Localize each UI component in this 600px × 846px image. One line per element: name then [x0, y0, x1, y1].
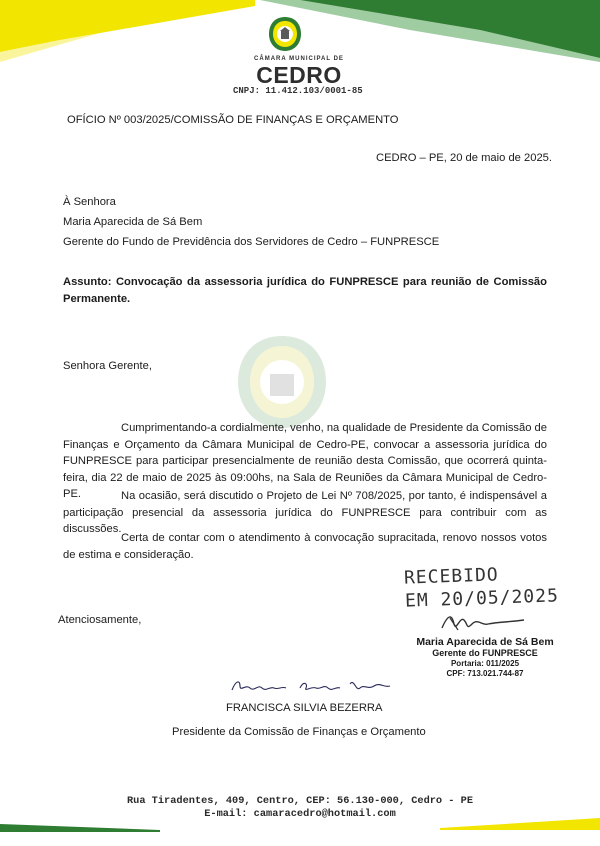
stamp-portaria: Portaria: 011/2025 [450, 659, 520, 668]
paragraph-3: Certa de contar com o atendimento à convocação supracitada, renovo nossos votos de estima e consideração. [63, 532, 547, 561]
stamp-name: Maria Aparecida de Sá Bem [416, 636, 554, 648]
signatory-name: FRANCISCA SILVIA BEZERRA [226, 702, 383, 714]
footer-address: Rua Tiradentes, 409, Centro, CEP: 56.130-000, Cedro - PE [126, 795, 474, 807]
header-green-stripe [260, 0, 600, 62]
oficio-number: OFÍCIO Nº 003/2025/COMISSÃO DE FINANÇAS E ORÇAMENTO [67, 114, 399, 126]
watermark-emblem-icon [236, 334, 328, 430]
document-date: CEDRO – PE, 20 de maio de 2025. [376, 152, 552, 164]
logo-subtitle: CÂMARA MUNICIPAL DE [254, 56, 344, 62]
recipient-name: Maria Aparecida de Sá Bem [63, 216, 203, 228]
paragraph-2: Na ocasião, será discutido o Projeto de Lei Nº 708/2025, por tanto, é indispensável a participação presencial da assessoria jurídica do FUNPRESCE para contribuir com as discussões. [63, 490, 547, 535]
stamp-cpf: CPF: 713.021.744-87 [446, 669, 524, 678]
subject: Assunto: Convocação da assessoria jurídica do FUNPRESCE para reunião de Comissão Permanente. [63, 276, 547, 305]
closing: Atenciosamente, [58, 614, 142, 626]
signatory-role: Presidente da Comissão de Finanças e Orçamento [172, 726, 426, 738]
stamp-role: Gerente do FUNPRESCE [432, 648, 538, 658]
handwritten-signature [228, 674, 398, 698]
paragraph-1: Cumprimentando-a cordialmente, venho, na qualidade de Presidente da Comissão de Finanças e Orçamento da Câmara Municipal de Cedro-PE, convocar a assessoria jurídica do FUNPRESCE para participar presencialmente de reunião desta Comissão, que ocorrerá quinta-feira, dia 22 de maio de 2025 às 09:00hs, na Sala de Reuniões da Câmara Municipal de Cedro-PE. [63, 422, 548, 500]
receipt-signature [438, 610, 528, 634]
recipient-line-1: À Senhora [63, 196, 116, 208]
receipt-stamp [410, 636, 560, 679]
receipt-handwritten-line-2: EM 20/05/2025 [404, 585, 560, 612]
cedro-emblem-logo [268, 16, 302, 52]
receipt-handwritten-line-1: RECEBIDO [403, 564, 500, 589]
footer-email: E-mail: camaracedro@hotmail.com [204, 808, 396, 820]
header-yellow-stripe [0, 0, 255, 62]
logo-name: CEDRO [256, 62, 342, 88]
footer-green-stripe [0, 818, 160, 832]
salutation: Senhora Gerente, [63, 360, 152, 372]
cnpj: CNPJ: 11.412.103/0001-85 [233, 86, 363, 96]
footer-yellow-stripe [440, 816, 600, 830]
recipient-role: Gerente do Fundo de Previdência dos Servidores de Cedro – FUNPRESCE [63, 236, 440, 248]
